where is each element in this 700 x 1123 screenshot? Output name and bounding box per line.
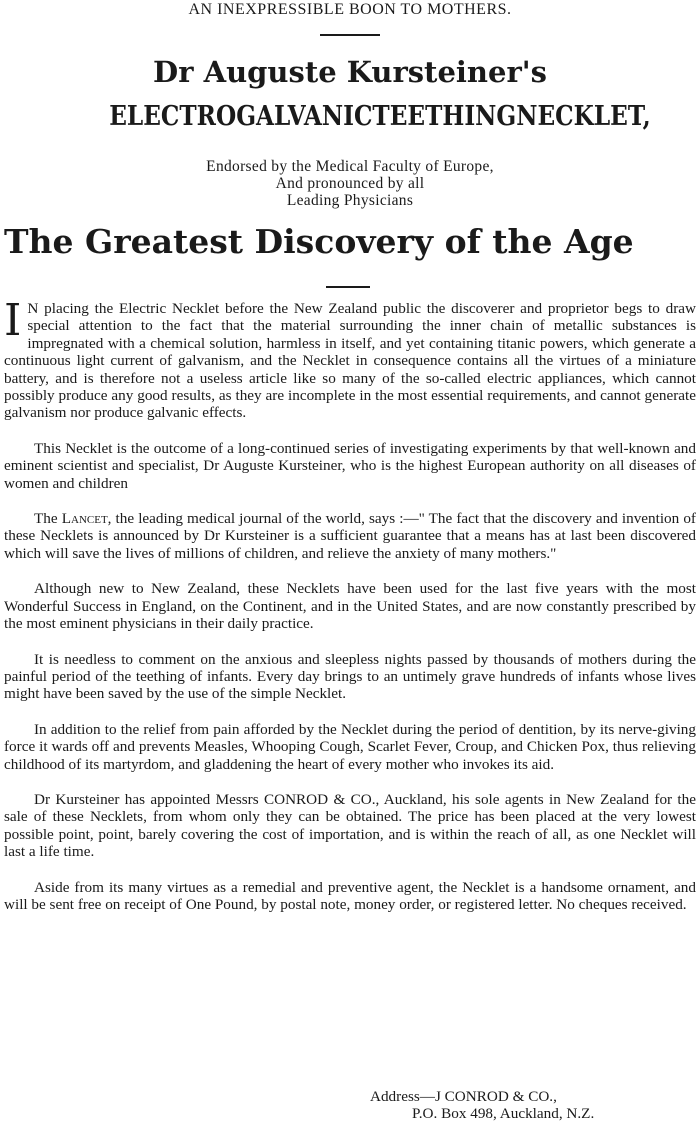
paragraph-1 xyxy=(4,295,696,422)
product-name-word-2: GALVANIC xyxy=(236,101,373,132)
paragraph-6: In addition to the relief from pain afforded by the Necklet during the period of dentition, by its nerve-giving force it wards off and prevents Measles, Whooping Cough, Scarlet Fever, Croup, and Chicken Pox, thus relieving childhood of its martyrdom, and gladdening the heart of every mother who invokes its aid. xyxy=(4,720,696,773)
paragraph-3 xyxy=(4,510,696,562)
endorsement-line-3: Leading Physicians xyxy=(286,192,414,209)
product-name-word-4: NECKLET, xyxy=(516,101,651,132)
paragraph-1-text: N placing the Electric Necklet before the New Zealand public the discoverer and proprietor begs to draw special attention to the fact that the material surrounding the inner chain of metallic substances is impregnated with a chemical solution, harmless in itself, and yet containing titanic powers, which generate a continuous light current of galvanism, and the Necklet in consequence contains all the virtues of a miniature battery, and is therefore not a useless article like so many of the so-called electric appliances, which cannot possibly produce any good results, as they are incomplete in the most essential requirements, and cannot generate galvanism nor produce galvanic effects. xyxy=(4,300,696,422)
paragraph-7: Dr Kursteiner has appointed Messrs CONROD & CO., Auckland, his sole agents in New Zealand for the sale of these Necklets, from whom only they can be obtained. The price has been placed at the very lowest possible point, point, barely covering the cost of importation, and is within the reach of all, as one Necklet will last a life time. xyxy=(4,790,696,861)
paragraph-8: Aside from its many virtues as a remedial and preventive agent, the Necklet is a handsome ornament, and will be sent free on receipt of One Pound, by postal note, money order, or registered letter. No cheques received. xyxy=(4,878,696,913)
paragraph-3-pre: The xyxy=(34,510,62,528)
drop-cap: I xyxy=(4,295,22,346)
paragraph-3-post: , the leading medical journal of the world, says :—" The fact that the discovery and invention of these Necklets is announced by Dr Kursteiner is a sufficient guarantee that a means has at last been discovered which will save the lives of millions of children, and relieve the anxiety of many mothers." xyxy=(4,510,696,562)
body-text xyxy=(4,295,696,931)
address-line-1: Address—J CONROD & CO., xyxy=(370,1088,557,1105)
product-name-word-1: ELECTRO xyxy=(109,101,237,132)
headline: The Greatest Discovery of the Age xyxy=(4,222,634,261)
endorsement-line-2: And pronounced by all xyxy=(275,175,425,192)
paragraph-4: Although new to New Zealand, these Necklets have been used for the last five years with the most Wonderful Success in England, on the Continent, and in the United States, and are now constantly prescribed by the most eminent physicians in their daily practice. xyxy=(4,580,696,633)
paragraph-5: It is needless to comment on the anxious and sleepless nights passed by thousands of mothers during the painful period of the teething of infants. Every day brings to an untimely grave hundreds of infants whose lives might have been saved by the use of the simple Necklet. xyxy=(4,650,696,703)
endorsement xyxy=(0,158,700,209)
address-block xyxy=(370,1088,690,1122)
lancet-name: Lancet xyxy=(61,510,108,528)
advert-title: Dr Auguste Kursteiner's xyxy=(153,55,547,89)
paragraph-2: This Necklet is the outcome of a long-continued series of investigating experiments by that well-known and eminent scientist and specialist, Dr Auguste Kursteiner, who is the highest European authority on all diseases of women and children xyxy=(4,439,696,492)
address-line-2: P.O. Box 498, Auckland, N.Z. xyxy=(412,1105,595,1122)
product-name-word-3: TEETHING xyxy=(372,101,517,132)
endorsement-line-1: Endorsed by the Medical Faculty of Europe, xyxy=(206,158,494,175)
top-divider xyxy=(320,34,380,36)
product-name xyxy=(109,100,651,134)
headline-divider xyxy=(326,286,370,288)
tagline: AN INEXPRESSIBLE BOON TO MOTHERS. xyxy=(188,1,512,18)
